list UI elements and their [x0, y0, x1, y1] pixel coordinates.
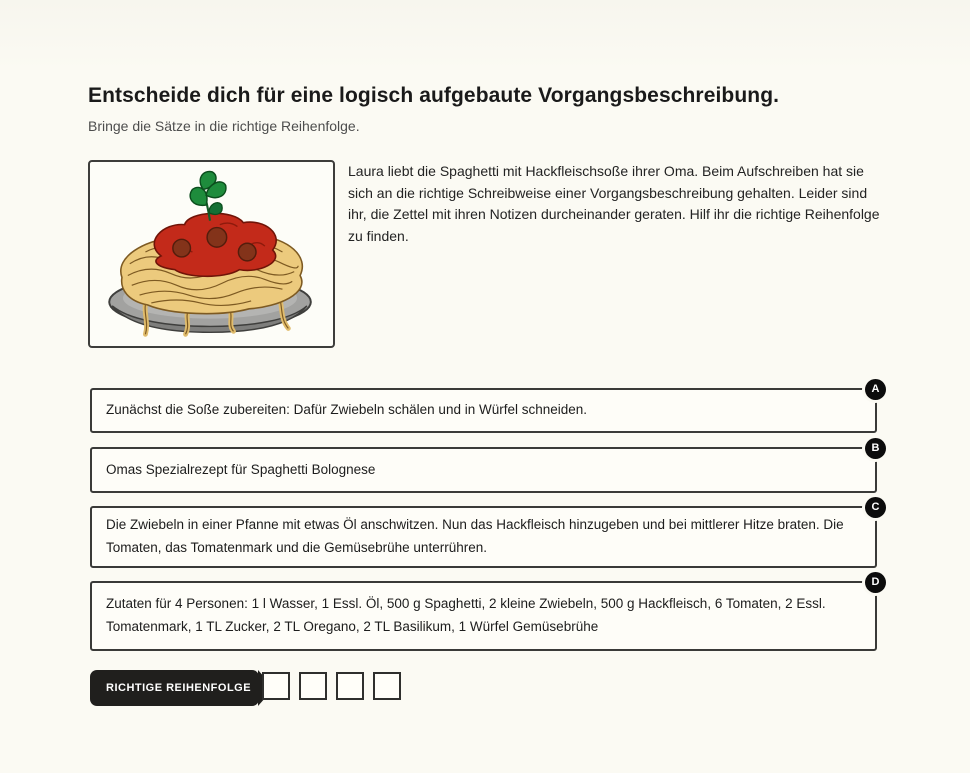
correct-order-label: RICHTIGE REIHENFOLGE [90, 670, 259, 706]
intro-paragraph: Laura liebt die Spaghetti mit Hackfleischsoße ihrer Oma. Beim Aufschreiben hat sie sich an die richtige Schreibweise einer Vorgangsbeschreibung gehalten. Leider sind ihr, die Zettel mit ihren Notizen durcheinander geraten. Hilf ihr die richtige Reihenfolge zu finden. [348, 163, 880, 245]
sentence-card-a[interactable] [90, 383, 880, 433]
card-letter-badge-c: C [865, 497, 886, 518]
sentence-card-c[interactable] [90, 501, 880, 568]
card-letter-badge-a: A [865, 379, 886, 400]
sentence-card-a-text: Zunächst die Soße zubereiten: Dafür Zwiebeln schälen und in Würfel schneiden. [106, 402, 588, 418]
page-subtitle: Bringe die Sätze in die richtige Reihenfolge. [88, 118, 360, 134]
answer-slot-2[interactable] [299, 672, 327, 700]
answer-slot-4[interactable] [373, 672, 401, 700]
answer-slot-1[interactable] [262, 672, 290, 700]
page-title: Entscheide dich für eine logisch aufgebaute Vorgangsbeschreibung. [88, 84, 780, 107]
sentence-card-b[interactable] [90, 442, 880, 493]
card-letter-badge-b: B [865, 438, 886, 459]
sentence-card-b-text: Omas Spezialrezept für Spaghetti Bolognese [106, 461, 376, 477]
answer-slot-row [262, 672, 401, 700]
card-letter-badge-d: D [865, 572, 886, 593]
answer-slot-3[interactable] [336, 672, 364, 700]
sentence-card-d[interactable] [90, 576, 880, 651]
sentence-card-d-text: Zutaten für 4 Personen: 1 l Wasser, 1 Essl. Öl, 500 g Spaghetti, 2 kleine Zwiebeln, 500 g Hackfleisch, 6 Tomaten, 2 Essl. Tomatenmark, 1 TL Zucker, 2 TL Oregano, 2 TL Basilikum, 1 Würfel Gemüsebrühe [106, 596, 826, 634]
spaghetti-plate-illustration [90, 162, 333, 346]
sentence-card-c-text: Die Zwiebeln in einer Pfanne mit etwas Öl anschwitzen. Nun das Hackfleisch hinzugeben und bei mittlerer Hitze braten. Die Tomaten, das Tomatenmark und die Gemüsebrühe unterrühren. [106, 517, 844, 555]
spaghetti-plate-image [88, 160, 335, 348]
